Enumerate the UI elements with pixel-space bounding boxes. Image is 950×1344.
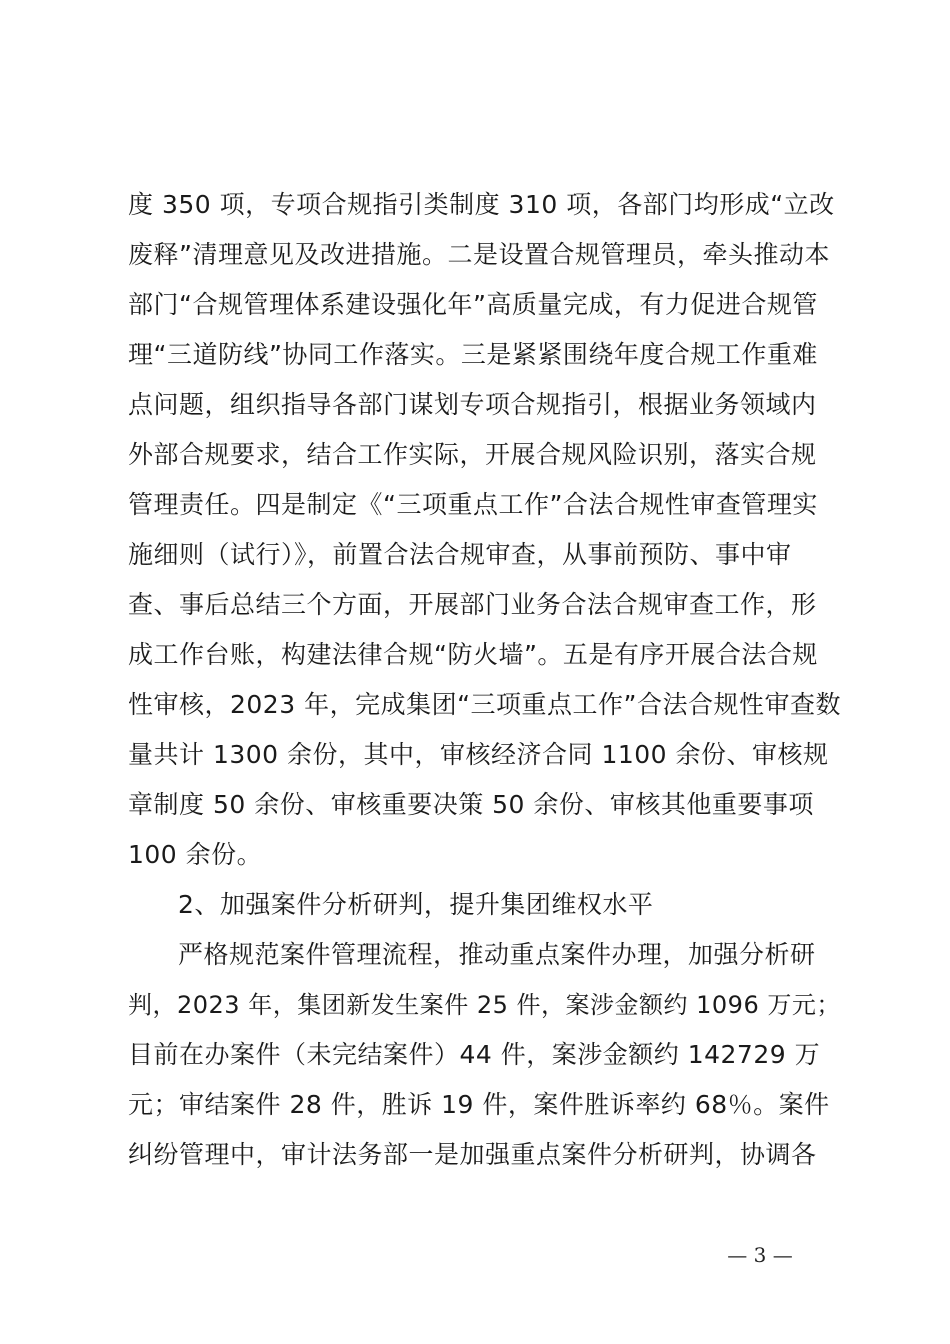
paragraph-line: 量共计 1300 余份，其中，审核经济合同 1100 余份、审核规 <box>128 740 829 769</box>
paragraph-line: 目前在办案件（未完结案件）44 件，案涉金额约 142729 万 <box>128 1040 821 1069</box>
paragraph-line: 施细则（试行）》，前置合法合规审查，从事前预防、事中审 <box>128 540 792 569</box>
paragraph-line: 度 350 项，专项合规指引类制度 310 项，各部门均形成“立改 <box>128 190 835 219</box>
paragraph-line: 理“三道防线”协同工作落实。三是紧紧围绕年度合规工作重难 <box>128 340 818 369</box>
paragraph-line: 查、事后总结三个方面，开展部门业务合法合规审查工作，形 <box>128 590 817 619</box>
paragraph-line: 废释”清理意见及改进措施。二是设置合规管理员，牵头推动本 <box>128 240 830 269</box>
paragraph-line: 成工作台账，构建法律合规“防火墙”。五是有序开展合法合规 <box>128 640 818 669</box>
paragraph-line: 点问题，组织指导各部门谋划专项合规指引，根据业务领域内 <box>128 390 817 419</box>
section-heading: 2、加强案件分析研判，提升集团维权水平 <box>178 890 654 919</box>
paragraph-line: 外部合规要求，结合工作实际，开展合规风险识别，落实合规 <box>128 440 817 469</box>
page-number: — 3 — <box>727 1243 793 1267</box>
paragraph-line: 管理责任。四是制定《“三项重点工作”合法合规性审查管理实 <box>128 490 818 519</box>
paragraph-line: 严格规范案件管理流程，推动重点案件办理，加强分析研 <box>178 940 816 969</box>
paragraph-line: 章制度 50 余份、审核重要决策 50 余份、审核其他重要事项 <box>128 790 814 819</box>
paragraph-line: 纠纷管理中，审计法务部一是加强重点案件分析研判，协调各 <box>128 1140 817 1169</box>
paragraph-line: 部门“合规管理体系建设强化年”高质量完成，有力促进合规管 <box>128 290 818 319</box>
paragraph-line: 判，2023 年，集团新发生案件 25 件，案涉金额约 1096 万元； <box>128 991 841 1019</box>
paragraph-line: 性审核，2023 年，完成集团“三项重点工作”合法合规性审查数 <box>128 690 841 719</box>
paragraph-line: 100 余份。 <box>128 840 263 869</box>
paragraph-line: 元；审结案件 28 件，胜诉 19 件，案件胜诉率约 68％。案件 <box>128 1090 830 1119</box>
